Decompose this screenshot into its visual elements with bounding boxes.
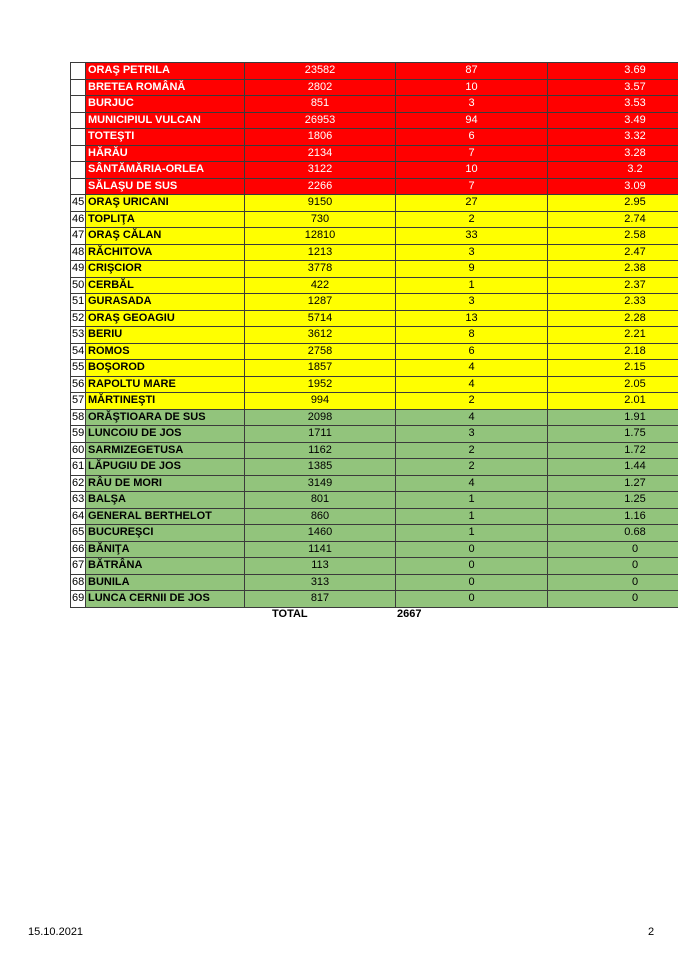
population-value: 860 bbox=[245, 508, 396, 525]
row-number: 54 bbox=[71, 343, 86, 360]
incidence-rate-value: 3.57 bbox=[548, 79, 678, 96]
locality-name: RÂU DE MORI bbox=[86, 475, 245, 492]
table-row bbox=[71, 277, 678, 294]
table-row bbox=[71, 376, 678, 393]
locality-name: SĂLAŞU DE SUS bbox=[86, 178, 245, 195]
row-number: 66 bbox=[71, 541, 86, 558]
table-row bbox=[71, 442, 678, 459]
population-value: 1141 bbox=[245, 541, 396, 558]
incidence-rate-value: 3.53 bbox=[548, 96, 678, 113]
population-value: 1857 bbox=[245, 360, 396, 377]
locality-name: RAPOLTU MARE bbox=[86, 376, 245, 393]
row-number: 60 bbox=[71, 442, 86, 459]
locality-name: MUNICIPIUL VULCAN bbox=[86, 112, 245, 129]
incidence-rate-value: 2.38 bbox=[548, 261, 678, 278]
population-value: 2802 bbox=[245, 79, 396, 96]
incidence-table-wrapper bbox=[70, 62, 660, 608]
cases-value: 10 bbox=[396, 162, 548, 179]
row-number: 63 bbox=[71, 492, 86, 509]
population-value: 1806 bbox=[245, 129, 396, 146]
locality-name: BALŞA bbox=[86, 492, 245, 509]
table-row bbox=[71, 162, 678, 179]
locality-name: ROMOS bbox=[86, 343, 245, 360]
locality-name: GURASADA bbox=[86, 294, 245, 311]
row-number: 69 bbox=[71, 591, 86, 608]
population-value: 3612 bbox=[245, 327, 396, 344]
cases-value: 4 bbox=[396, 376, 548, 393]
row-number: 55 bbox=[71, 360, 86, 377]
cases-value: 10 bbox=[396, 79, 548, 96]
cases-value: 1 bbox=[396, 277, 548, 294]
table-row bbox=[71, 244, 678, 261]
incidence-rate-value: 1.72 bbox=[548, 442, 678, 459]
incidence-rate-value: 3.69 bbox=[548, 63, 678, 80]
cases-value: 3 bbox=[396, 426, 548, 443]
population-value: 1460 bbox=[245, 525, 396, 542]
locality-name: CRIŞCIOR bbox=[86, 261, 245, 278]
incidence-rate-value: 3.09 bbox=[548, 178, 678, 195]
incidence-rate-value: 2.21 bbox=[548, 327, 678, 344]
locality-name: ORĂŞTIOARA DE SUS bbox=[86, 409, 245, 426]
locality-name: SARMIZEGETUSA bbox=[86, 442, 245, 459]
table-row bbox=[71, 409, 678, 426]
table-row bbox=[71, 508, 678, 525]
cases-value: 8 bbox=[396, 327, 548, 344]
incidence-rate-value: 2.37 bbox=[548, 277, 678, 294]
table-row bbox=[71, 459, 678, 476]
table-row bbox=[71, 96, 678, 113]
table-row bbox=[71, 492, 678, 509]
incidence-table-body bbox=[71, 63, 678, 608]
cases-value: 6 bbox=[396, 343, 548, 360]
locality-name: ORAŞ PETRILA bbox=[86, 63, 245, 80]
cases-value: 2 bbox=[396, 442, 548, 459]
incidence-rate-value: 2.58 bbox=[548, 228, 678, 245]
population-value: 3149 bbox=[245, 475, 396, 492]
population-value: 5714 bbox=[245, 310, 396, 327]
row-number: 41 bbox=[71, 129, 86, 146]
cases-value: 2 bbox=[396, 393, 548, 410]
locality-name: BERIU bbox=[86, 327, 245, 344]
row-number: 48 bbox=[71, 244, 86, 261]
table-row bbox=[71, 195, 678, 212]
locality-name: BĂTRÂNA bbox=[86, 558, 245, 575]
table-row bbox=[71, 475, 678, 492]
incidence-rate-value: 1.91 bbox=[548, 409, 678, 426]
total-label: TOTAL bbox=[272, 608, 308, 620]
row-number: 42 bbox=[71, 145, 86, 162]
row-number: 46 bbox=[71, 211, 86, 228]
incidence-rate-value: 3.32 bbox=[548, 129, 678, 146]
table-row bbox=[71, 558, 678, 575]
page-number: 2 bbox=[648, 926, 655, 938]
row-number: 53 bbox=[71, 327, 86, 344]
locality-name: BUCUREŞCI bbox=[86, 525, 245, 542]
total-value: 2667 bbox=[397, 608, 422, 620]
table-row bbox=[71, 393, 678, 410]
row-number: 57 bbox=[71, 393, 86, 410]
table-row bbox=[71, 145, 678, 162]
cases-value: 4 bbox=[396, 409, 548, 426]
table-row bbox=[71, 228, 678, 245]
locality-name: ORAŞ GEOAGIU bbox=[86, 310, 245, 327]
row-number: 56 bbox=[71, 376, 86, 393]
footer-date: 15.10.2021 bbox=[28, 926, 84, 938]
row-number: 64 bbox=[71, 508, 86, 525]
locality-name: LUNCOIU DE JOS bbox=[86, 426, 245, 443]
table-row bbox=[71, 310, 678, 327]
cases-value: 7 bbox=[396, 178, 548, 195]
population-value: 2098 bbox=[245, 409, 396, 426]
population-value: 313 bbox=[245, 574, 396, 591]
table-row bbox=[71, 79, 678, 96]
incidence-rate-value: 0 bbox=[548, 574, 678, 591]
population-value: 1385 bbox=[245, 459, 396, 476]
incidence-rate-value: 3.2 bbox=[548, 162, 678, 179]
table-row bbox=[71, 112, 678, 129]
population-value: 817 bbox=[245, 591, 396, 608]
row-number: 65 bbox=[71, 525, 86, 542]
table-row bbox=[71, 261, 678, 278]
incidence-rate-value: 2.47 bbox=[548, 244, 678, 261]
table-row bbox=[71, 525, 678, 542]
table-row bbox=[71, 591, 678, 608]
table-row bbox=[71, 63, 678, 80]
table-row bbox=[71, 129, 678, 146]
cases-value: 0 bbox=[396, 574, 548, 591]
incidence-rate-value: 1.16 bbox=[548, 508, 678, 525]
locality-name: BURJUC bbox=[86, 96, 245, 113]
cases-value: 87 bbox=[396, 63, 548, 80]
row-number: 68 bbox=[71, 574, 86, 591]
table-row bbox=[71, 178, 678, 195]
incidence-rate-value: 2.15 bbox=[548, 360, 678, 377]
row-number: 43 bbox=[71, 162, 86, 179]
population-value: 26953 bbox=[245, 112, 396, 129]
population-value: 801 bbox=[245, 492, 396, 509]
row-number: 59 bbox=[71, 426, 86, 443]
cases-value: 7 bbox=[396, 145, 548, 162]
row-number: 44 bbox=[71, 178, 86, 195]
row-number: 67 bbox=[71, 558, 86, 575]
table-row bbox=[71, 327, 678, 344]
incidence-rate-value: 2.01 bbox=[548, 393, 678, 410]
population-value: 1287 bbox=[245, 294, 396, 311]
row-number: 52 bbox=[71, 310, 86, 327]
locality-name: GENERAL BERTHELOT bbox=[86, 508, 245, 525]
cases-value: 2 bbox=[396, 211, 548, 228]
row-number: 50 bbox=[71, 277, 86, 294]
cases-value: 1 bbox=[396, 525, 548, 542]
row-number: 62 bbox=[71, 475, 86, 492]
cases-value: 6 bbox=[396, 129, 548, 146]
incidence-rate-value: 2.74 bbox=[548, 211, 678, 228]
incidence-rate-value: 0 bbox=[548, 591, 678, 608]
population-value: 851 bbox=[245, 96, 396, 113]
locality-name: HĂRĂU bbox=[86, 145, 245, 162]
table-row bbox=[71, 343, 678, 360]
incidence-rate-value: 0 bbox=[548, 558, 678, 575]
population-value: 12810 bbox=[245, 228, 396, 245]
locality-name: BUNILA bbox=[86, 574, 245, 591]
cases-value: 13 bbox=[396, 310, 548, 327]
incidence-table bbox=[70, 62, 678, 608]
population-value: 422 bbox=[245, 277, 396, 294]
locality-name: TOTEŞTI bbox=[86, 129, 245, 146]
row-number: 47 bbox=[71, 228, 86, 245]
row-number: 45 bbox=[71, 195, 86, 212]
row-number: 61 bbox=[71, 459, 86, 476]
incidence-rate-value: 0 bbox=[548, 541, 678, 558]
table-row bbox=[71, 574, 678, 591]
incidence-rate-value: 2.05 bbox=[548, 376, 678, 393]
cases-value: 4 bbox=[396, 475, 548, 492]
row-number: 49 bbox=[71, 261, 86, 278]
cases-value: 9 bbox=[396, 261, 548, 278]
row-number: 58 bbox=[71, 409, 86, 426]
cases-value: 27 bbox=[396, 195, 548, 212]
population-value: 3122 bbox=[245, 162, 396, 179]
incidence-rate-value: 2.33 bbox=[548, 294, 678, 311]
cases-value: 0 bbox=[396, 558, 548, 575]
population-value: 2134 bbox=[245, 145, 396, 162]
incidence-rate-value: 2.28 bbox=[548, 310, 678, 327]
cases-value: 0 bbox=[396, 541, 548, 558]
cases-value: 1 bbox=[396, 508, 548, 525]
population-value: 1952 bbox=[245, 376, 396, 393]
table-row bbox=[71, 541, 678, 558]
cases-value: 1 bbox=[396, 492, 548, 509]
row-number: 38 bbox=[71, 79, 86, 96]
population-value: 113 bbox=[245, 558, 396, 575]
locality-name: RĂCHITOVA bbox=[86, 244, 245, 261]
incidence-rate-value: 3.49 bbox=[548, 112, 678, 129]
population-value: 994 bbox=[245, 393, 396, 410]
incidence-rate-value: 1.75 bbox=[548, 426, 678, 443]
population-value: 3778 bbox=[245, 261, 396, 278]
cases-value: 0 bbox=[396, 591, 548, 608]
table-row bbox=[71, 360, 678, 377]
locality-name: LĂPUGIU DE JOS bbox=[86, 459, 245, 476]
row-number: 51 bbox=[71, 294, 86, 311]
population-value: 23582 bbox=[245, 63, 396, 80]
locality-name: LUNCA CERNII DE JOS bbox=[86, 591, 245, 608]
cases-value: 2 bbox=[396, 459, 548, 476]
cases-value: 4 bbox=[396, 360, 548, 377]
population-value: 1162 bbox=[245, 442, 396, 459]
cases-value: 3 bbox=[396, 244, 548, 261]
locality-name: CERBĂL bbox=[86, 277, 245, 294]
cases-value: 3 bbox=[396, 294, 548, 311]
population-value: 1213 bbox=[245, 244, 396, 261]
locality-name: ORAŞ CĂLAN bbox=[86, 228, 245, 245]
incidence-rate-value: 2.18 bbox=[548, 343, 678, 360]
population-value: 1711 bbox=[245, 426, 396, 443]
locality-name: SÂNTĂMĂRIA-ORLEA bbox=[86, 162, 245, 179]
row-number: 37 bbox=[71, 63, 86, 80]
table-row bbox=[71, 426, 678, 443]
locality-name: TOPLIŢA bbox=[86, 211, 245, 228]
locality-name: MĂRTINEŞTI bbox=[86, 393, 245, 410]
incidence-rate-value: 2.95 bbox=[548, 195, 678, 212]
row-number: 39 bbox=[71, 96, 86, 113]
locality-name: BOŞOROD bbox=[86, 360, 245, 377]
locality-name: BĂNIŢA bbox=[86, 541, 245, 558]
locality-name: ORAŞ URICANI bbox=[86, 195, 245, 212]
table-row bbox=[71, 294, 678, 311]
table-row bbox=[71, 211, 678, 228]
population-value: 730 bbox=[245, 211, 396, 228]
incidence-rate-value: 1.27 bbox=[548, 475, 678, 492]
cases-value: 3 bbox=[396, 96, 548, 113]
locality-name: BRETEA ROMÂNĂ bbox=[86, 79, 245, 96]
cases-value: 33 bbox=[396, 228, 548, 245]
incidence-rate-value: 1.25 bbox=[548, 492, 678, 509]
cases-value: 94 bbox=[396, 112, 548, 129]
incidence-rate-value: 0.68 bbox=[548, 525, 678, 542]
population-value: 9150 bbox=[245, 195, 396, 212]
population-value: 2758 bbox=[245, 343, 396, 360]
incidence-rate-value: 1.44 bbox=[548, 459, 678, 476]
total-row bbox=[0, 608, 678, 624]
row-number: 40 bbox=[71, 112, 86, 129]
incidence-rate-value: 3.28 bbox=[548, 145, 678, 162]
population-value: 2266 bbox=[245, 178, 396, 195]
